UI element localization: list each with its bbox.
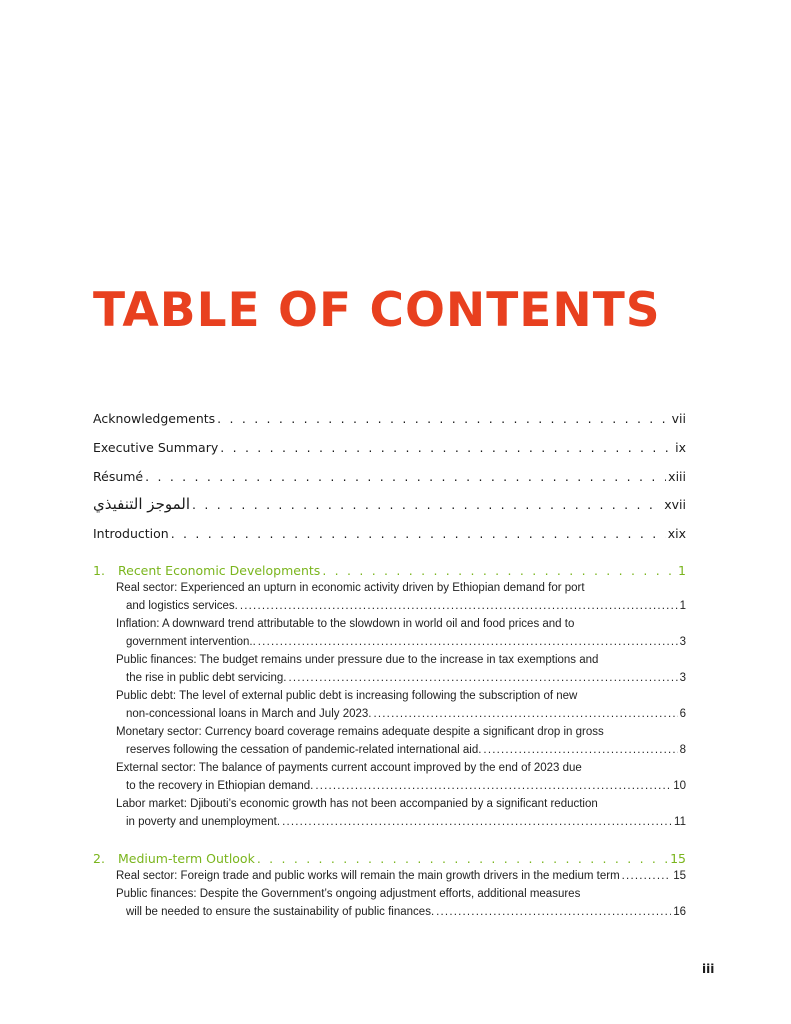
dot-leader [622, 870, 672, 882]
toc-entry-introduction[interactable] [93, 526, 686, 541]
toc-entry-page: xiii [668, 469, 686, 484]
chapter-title: Recent Economic Developments [118, 563, 321, 578]
toc-section-line: Public finances: The budget remains under pressure due to the increase in tax exemptions and [116, 654, 599, 666]
toc-section-page: 10 [673, 780, 686, 792]
toc-section-entry[interactable]: Real sector: Foreign trade and public works will remain the main growth drivers in the medium term ..... 15 [116, 870, 686, 882]
page-number: iii [702, 962, 715, 976]
toc-section-entry[interactable]: non-concessional loans in March and July 2023. ..... 6 [126, 708, 686, 720]
toc-entry-label: Executive Summary [93, 440, 219, 455]
toc-chapter-1[interactable] [93, 563, 686, 578]
dot-leader [192, 497, 662, 512]
toc-section-page: 11 [674, 816, 686, 828]
toc-entry-acknowledgements[interactable] [93, 411, 686, 426]
toc-entry-page: ix [675, 440, 686, 455]
dot-leader [483, 744, 677, 756]
toc-entry-label: الموجز التنفيذي [93, 495, 190, 513]
toc-section-line: Inflation: A downward trend attributable to the slowdown in world oil and food prices and to [116, 618, 575, 630]
toc-section-line: Monetary sector: Currency board coverage remains adequate despite a significant drop in gross [116, 726, 604, 738]
dot-leader [220, 440, 673, 455]
chapter-page: 15 [670, 851, 686, 866]
toc-section-entry[interactable]: reserves following the cessation of pandemic-related international aid. ..... 8 [126, 744, 686, 756]
toc-entry-page: xvii [664, 497, 686, 512]
chapter-page: 1 [678, 563, 686, 578]
dot-leader [145, 469, 666, 484]
toc-section-page: 6 [679, 708, 686, 720]
toc-section-page: 8 [679, 744, 686, 756]
toc-entry-page: vii [671, 411, 686, 426]
toc-section-entry[interactable]: in poverty and unemployment. ..... 11 [126, 816, 686, 828]
chapter-number: 1. [93, 563, 105, 578]
toc-entry-label: Introduction [93, 526, 169, 541]
dot-leader [217, 411, 669, 426]
toc-entry-executive-summary[interactable] [93, 440, 686, 455]
toc-section-line: Public finances: Despite the Government’s ongoing adjustment efforts, additional measures [116, 888, 581, 900]
toc-chapter-2[interactable] [93, 851, 686, 866]
dot-leader [436, 906, 671, 918]
toc-section-line: Public debt: The level of external public debt is increasing following the subscription of new [116, 690, 578, 702]
toc-section-entry[interactable]: government intervention.. ..... 3 [126, 636, 686, 648]
toc-section-page: 15 [673, 870, 686, 882]
toc-section-entry[interactable]: the rise in public debt servicing. ..... 3 [126, 672, 686, 684]
page-title: TABLE OF CONTENTS [93, 283, 661, 338]
toc-entry-resume[interactable] [93, 469, 686, 484]
dot-leader [288, 672, 677, 684]
toc-section-line: Real sector: Experienced an upturn in economic activity driven by Ethiopian demand for port [116, 582, 585, 594]
dot-leader [315, 780, 671, 792]
toc-section-entry[interactable]: will be needed to ensure the sustainability of public finances. ..... 16 [126, 906, 686, 918]
dot-leader [322, 563, 676, 578]
toc-section-page: 1 [679, 600, 686, 612]
toc-section-entry[interactable]: to the recovery in Ethiopian demand. ..... 10 [126, 780, 686, 792]
toc-entry-label: Acknowledgements [93, 411, 216, 426]
dot-leader [171, 526, 666, 541]
toc-section-page: 3 [679, 636, 686, 648]
toc-entry-page: xix [667, 526, 686, 541]
toc-section-page: 16 [673, 906, 686, 918]
chapter-number: 2. [93, 851, 105, 866]
dot-leader [257, 851, 668, 866]
toc-entry-label: Résumé [93, 469, 144, 484]
toc-section-entry[interactable]: and logistics services. ..... 1 [126, 600, 686, 612]
dot-leader [240, 600, 678, 612]
toc-entry-arabic-summary[interactable] [93, 495, 686, 513]
toc-section-page: 3 [679, 672, 686, 684]
dot-leader [373, 708, 677, 720]
toc-section-line: Labor market: Djibouti’s economic growth has not been accompanied by a significant reduction [116, 798, 598, 810]
dot-leader [258, 636, 678, 648]
dot-leader [282, 816, 672, 828]
toc-section-line: External sector: The balance of payments current account improved by the end of 2023 due [116, 762, 582, 774]
chapter-title: Medium-term Outlook [118, 851, 255, 866]
